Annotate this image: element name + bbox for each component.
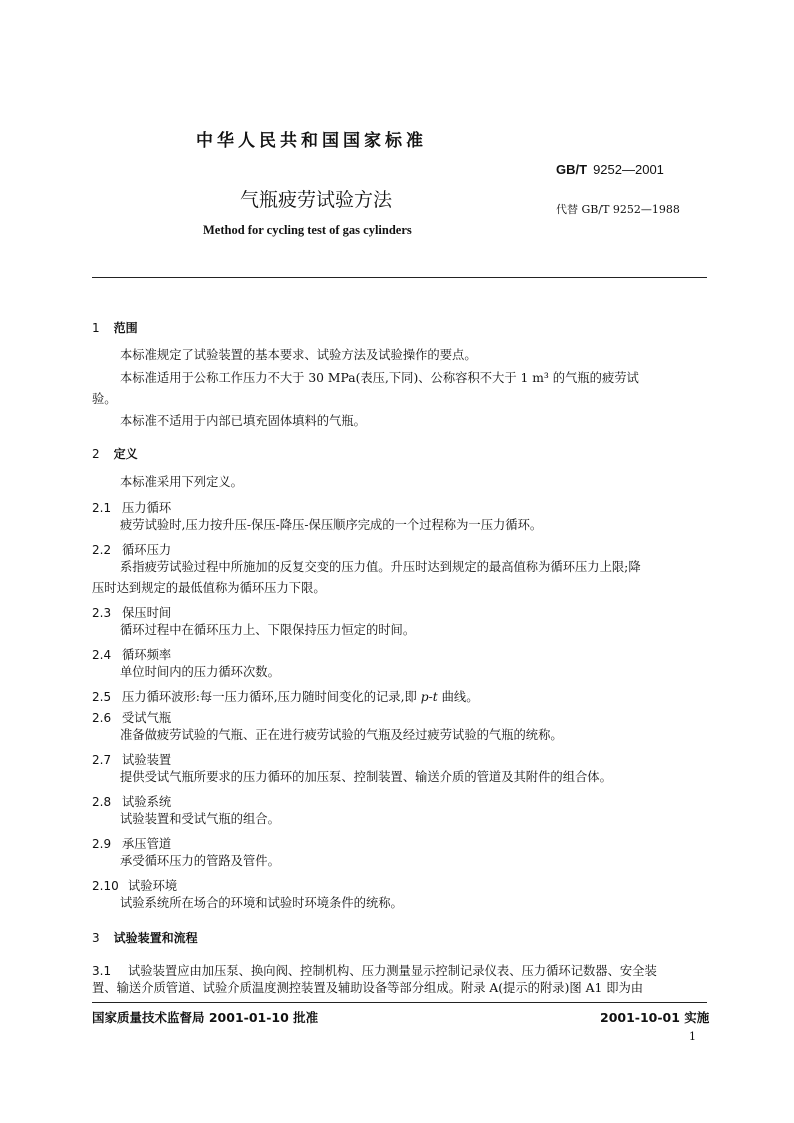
term-heading xyxy=(92,876,177,894)
section-title: 定义 xyxy=(113,447,138,461)
term-definition: 准备做疲劳试验的气瓶、正在进行疲劳试验的气瓶及经过疲劳试验的气瓶的统称。 xyxy=(120,728,563,742)
document-title-en: Method for cycling test of gas cylinders xyxy=(203,223,412,237)
clause-number: 3.1 xyxy=(92,964,112,978)
pt-curve-symbol: p-t xyxy=(420,690,438,704)
section-number: 2 xyxy=(92,447,100,461)
term-number: 2.1 xyxy=(92,501,112,515)
term-heading xyxy=(92,645,171,663)
term-name: 循环压力 xyxy=(122,543,172,557)
paragraph: 本标准规定了试验装置的基本要求、试验方法及试验操作的要点。 xyxy=(120,348,477,362)
term-heading xyxy=(92,792,171,810)
term-number: 2.2 xyxy=(92,543,112,557)
section-number: 3 xyxy=(92,931,100,945)
clause-text: 试验装置应由加压泵、换向阀、控制机构、压力测量显示控制记录仪表、压力循环记数器、安全装 xyxy=(128,964,657,978)
term-definition: 试验装置和受试气瓶的组合。 xyxy=(120,812,280,826)
section-title: 范围 xyxy=(113,321,138,335)
term-name: 试验装置 xyxy=(122,753,172,767)
term-number: 2.7 xyxy=(92,753,112,767)
section-number: 1 xyxy=(92,321,100,335)
term-heading xyxy=(92,540,171,558)
standard-prefix: GB/T xyxy=(556,162,588,177)
page-number: 1 xyxy=(689,1030,696,1043)
term-heading xyxy=(92,603,171,621)
document-title-cn: 气瓶疲劳试验方法 xyxy=(240,189,393,211)
term-definition: 循环过程中在循环压力上、下限保持压力恒定的时间。 xyxy=(120,623,416,637)
term-definition: 系指疲劳试验过程中所施加的反复交变的压力值。升压时达到规定的最高值称为循环压力上限;降 xyxy=(120,560,641,574)
country-standard-title: 中华人民共和国国家标准 xyxy=(196,131,427,151)
term-number: 2.9 xyxy=(92,837,112,851)
paragraph: 本标准采用下列定义。 xyxy=(120,475,243,489)
section-heading-3 xyxy=(92,929,198,946)
section-heading-2 xyxy=(92,445,138,462)
approval-note: 国家质量技术监督局 2001-01-10 批准 xyxy=(92,1010,319,1025)
paragraph: 本标准适用于公称工作压力不大于 30 MPa(表压,下同)、公称容积不大于 1 m³ 的气瓶的疲劳试 xyxy=(120,371,639,385)
term-name: 试验环境 xyxy=(128,879,178,893)
section-heading-1 xyxy=(92,319,138,336)
term-number: 2.5 xyxy=(92,690,112,704)
term-definition: 承受循环压力的管路及管件。 xyxy=(120,854,280,868)
term-heading xyxy=(92,750,171,768)
term-definition: 提供受试气瓶所要求的压力循环的加压泵、控制装置、输送介质的管道及其附件的组合体。 xyxy=(120,770,612,784)
term-heading xyxy=(92,498,171,516)
term-name: 受试气瓶 xyxy=(122,711,172,725)
clause-line xyxy=(92,961,657,979)
clause-continuation: 置、输送介质管道、试验介质温度测控装置及辅助设备等部分组成。附录 A(提示的附录)图 A1 即为由 xyxy=(92,981,644,995)
term-heading xyxy=(92,708,171,726)
term-number: 2.10 xyxy=(92,879,119,893)
term-tail: 曲线。 xyxy=(437,690,479,704)
term-name: 试验系统 xyxy=(122,795,172,809)
standard-code: 9252—2001 xyxy=(593,162,664,177)
term-name: 压力循环波形:每一压力循环,压力随时间变化的记录,即 xyxy=(122,690,417,704)
term-definition: 试验系统所在场合的环境和试验时环境条件的统称。 xyxy=(120,896,403,910)
section-title: 试验装置和流程 xyxy=(113,931,198,945)
term-number: 2.8 xyxy=(92,795,112,809)
term-heading xyxy=(92,834,171,852)
replaces-note: 代替 GB/T 9252—1988 xyxy=(556,203,680,216)
term-heading xyxy=(92,687,479,705)
paragraph-continuation: 验。 xyxy=(92,392,117,406)
term-definition: 单位时间内的压力循环次数。 xyxy=(120,665,280,679)
footer-divider xyxy=(92,1002,707,1003)
term-number: 2.4 xyxy=(92,648,112,662)
term-name: 保压时间 xyxy=(122,606,172,620)
implementation-date: 2001-10-01 实施 xyxy=(600,1010,710,1025)
term-number: 2.6 xyxy=(92,711,112,725)
term-name: 承压管道 xyxy=(122,837,172,851)
term-definition: 疲劳试验时,压力按升压-保压-降压-保压顺序完成的一个过程称为一压力循环。 xyxy=(120,518,543,532)
term-name: 压力循环 xyxy=(122,501,172,515)
paragraph: 本标准不适用于内部已填充固体填料的气瓶。 xyxy=(120,414,366,428)
term-number: 2.3 xyxy=(92,606,112,620)
term-definition-continuation: 压时达到规定的最低值称为循环压力下限。 xyxy=(92,581,326,595)
term-name: 循环频率 xyxy=(122,648,172,662)
header-divider xyxy=(92,277,707,278)
standard-number xyxy=(556,162,664,177)
